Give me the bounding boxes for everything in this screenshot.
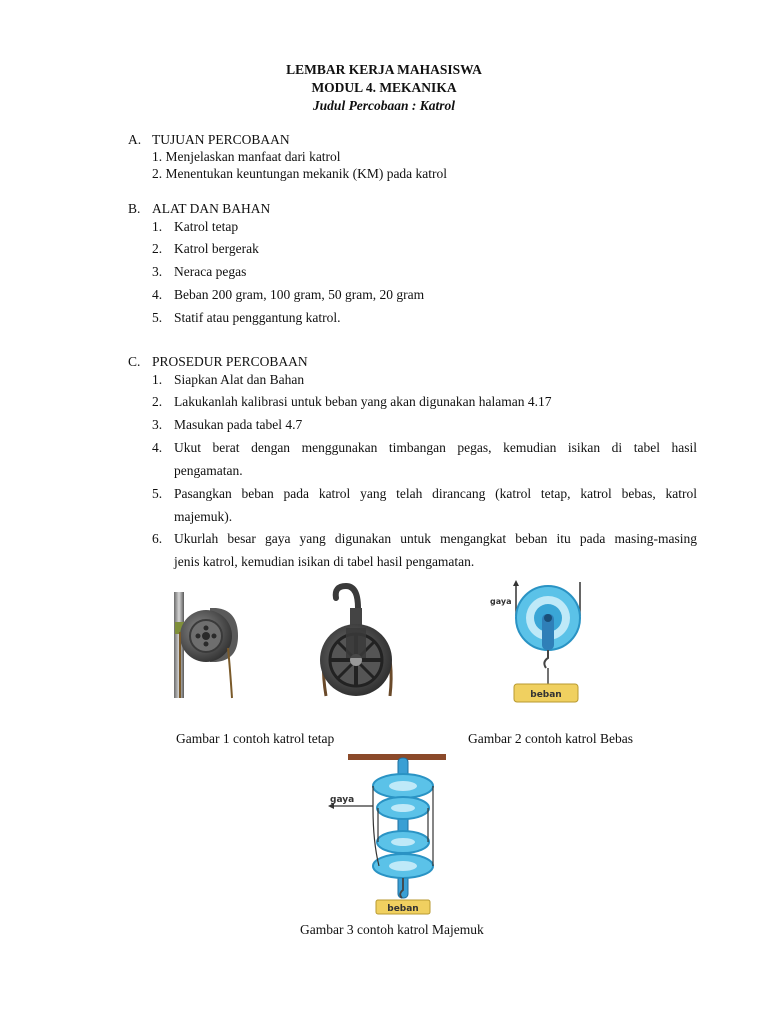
figure-1-caption: Gambar 1 contoh katrol tetap	[176, 731, 335, 746]
list-number: 3.	[152, 264, 163, 279]
list-item: 1. Menjelaskan manfaat dari katrol	[152, 149, 341, 164]
section-a-heading	[128, 132, 290, 148]
module-title: MODUL 4. MEKANIKA	[311, 80, 457, 95]
list-item: Lakukanlah kalibrasi untuk beban yang akan digunakan halaman 4.17	[174, 394, 552, 409]
list-item: Katrol tetap	[174, 219, 239, 234]
list-item: Beban 200 gram, 100 gram, 50 gram, 20 gram	[174, 287, 425, 302]
list-number: 2.	[152, 241, 163, 256]
list-item: Siapkan Alat dan Bahan	[174, 372, 305, 387]
list-item-continuation: jenis katrol, kemudian isikan di tabel hasil pengamatan.	[174, 554, 475, 569]
list-number: 1.	[152, 372, 163, 387]
list-item: Pasangkan beban pada katrol yang telah dirancang (katrol tetap, katrol bebas, katrol	[174, 486, 697, 501]
list-item-continuation: pengamatan.	[174, 463, 243, 478]
section-letter: C.	[128, 354, 141, 369]
list-number: 4.	[152, 287, 163, 302]
load-label: beban	[530, 690, 562, 700]
list-item: Neraca pegas	[174, 264, 247, 279]
list-item-continuation: majemuk).	[174, 509, 233, 524]
list-item: Ukut berat dengan menggunakan timbangan pegas, kemudian isikan di tabel hasil	[174, 440, 697, 455]
list-item: Masukan pada tabel 4.7	[174, 417, 303, 432]
force-label: gaya	[490, 597, 512, 606]
list-number: 2.	[152, 394, 163, 409]
movable-pulley-diagram	[484, 580, 594, 708]
figure-3-caption: Gambar 3 contoh katrol Majemuk	[300, 922, 484, 937]
list-item: Ukurlah besar gaya yang digunakan untuk mengangkat beban itu pada masing-masing	[174, 531, 697, 546]
pulley-wheel	[377, 831, 429, 853]
figure-2-caption: Gambar 2 contoh katrol Bebas	[468, 731, 633, 746]
list-item: Statif atau penggantung katrol.	[174, 310, 341, 325]
force-label: gaya	[330, 795, 355, 805]
experiment-title: Judul Percobaan : Katrol	[312, 98, 456, 113]
worksheet-title: LEMBAR KERJA MAHASISWA	[286, 62, 482, 77]
pulley-wheel	[377, 797, 429, 819]
section-title: TUJUAN PERCOBAAN	[152, 132, 290, 147]
section-title: PROSEDUR PERCOBAAN	[152, 354, 308, 369]
list-number: 3.	[152, 417, 163, 432]
section-c-heading	[128, 354, 308, 370]
section-letter: A.	[128, 132, 142, 147]
fixed-pulley-rod-illustration	[166, 588, 246, 700]
pulley-wheel	[373, 854, 433, 878]
list-number: 6.	[152, 531, 163, 546]
section-b-heading	[128, 201, 270, 217]
list-number: 4.	[152, 440, 163, 455]
list-item: 2. Menentukan keuntungan mekanik (KM) pada katrol	[152, 166, 448, 181]
section-letter: B.	[128, 201, 141, 216]
compound-pulley-diagram	[322, 750, 448, 918]
list-number: 5.	[152, 310, 163, 325]
hook-pulley-illustration	[306, 580, 406, 710]
pulley-wheel	[373, 774, 433, 798]
list-item: Katrol bergerak	[174, 241, 259, 256]
list-number: 1.	[152, 219, 163, 234]
load-label: beban	[387, 904, 419, 914]
section-title: ALAT DAN BAHAN	[152, 201, 271, 216]
list-number: 5.	[152, 486, 163, 501]
